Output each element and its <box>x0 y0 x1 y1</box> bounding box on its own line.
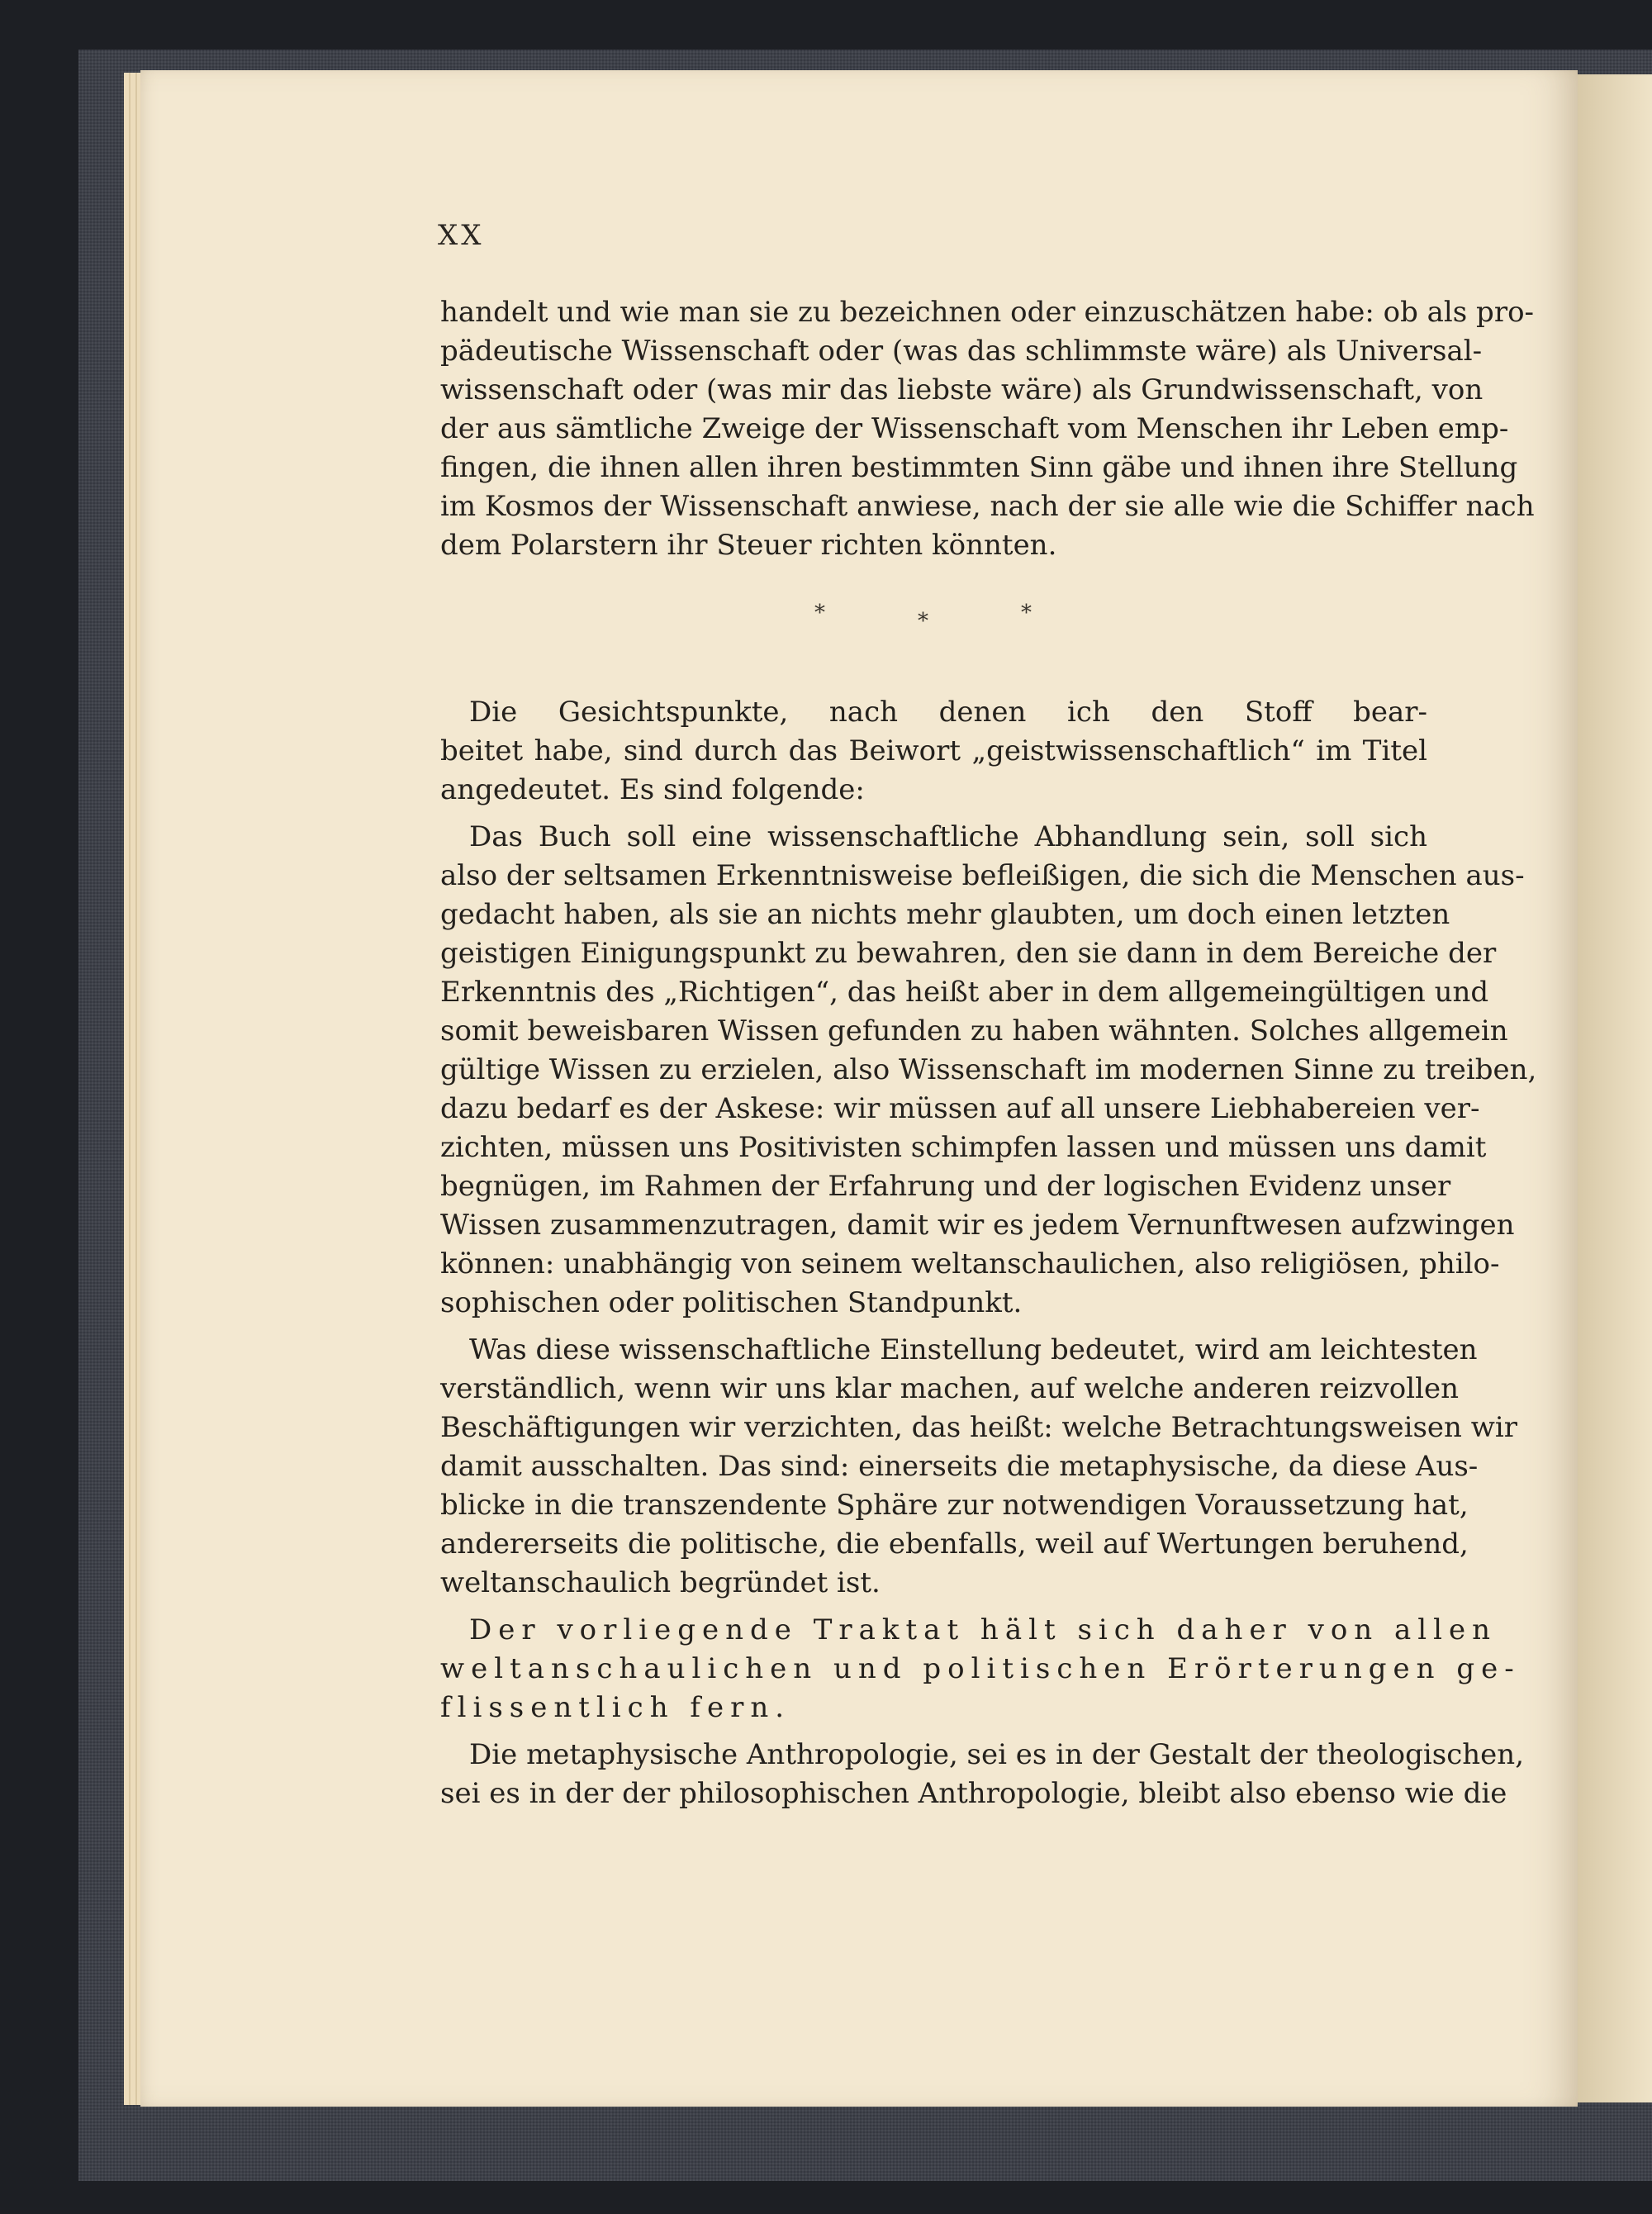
text-line: zichten, müssen uns Positivisten schimpfen lassen und müssen uns damit <box>440 1131 1487 1164</box>
body-text <box>440 293 1537 1822</box>
text-line: Wissen zusammenzutragen, damit wir es jedem Vernunftwesen aufzwingen <box>440 1209 1515 1242</box>
text-line: sophischen oder politischen Standpunkt. <box>440 1286 1023 1319</box>
section-separator <box>440 573 1427 693</box>
text-line: flissentlich fern. <box>440 1691 791 1724</box>
text-line: Die metaphysische Anthropologie, sei es in der Gestalt der theologischen, <box>469 1738 1525 1771</box>
text-line: also der seltsamen Erkenntnisweise befleißigen, die sich die Menschen aus- <box>440 859 1525 892</box>
paragraph-4 <box>440 1331 1517 1603</box>
text-line: Was diese wissenschaftliche Einstellung bedeutet, wird am leichtesten <box>469 1333 1478 1366</box>
asterisk: * <box>1021 601 1032 625</box>
text-line: damit ausschalten. Das sind: einerseits die metaphysische, da diese Aus- <box>440 1450 1479 1483</box>
text-line: pädeutische Wissenschaft oder (was das schlimmste wäre) als Universal- <box>440 335 1483 368</box>
asterisk: * <box>918 609 928 634</box>
text-line: sei es in der der philosophischen Anthropologie, bleibt also ebenso wie die <box>440 1777 1507 1810</box>
paragraph-3 <box>440 818 1537 1323</box>
text-line: weltanschaulichen und politischen Erörterungen ge- <box>440 1652 1521 1685</box>
text-line: Beschäftigungen wir verzichten, das heißt: welche Betrachtungsweisen wir <box>440 1411 1517 1444</box>
text-line: können: unabhängig von seinem weltanschaulichen, also religiösen, philo- <box>440 1247 1500 1280</box>
text-line: geistigen Einigungspunkt zu bewahren, den sie dann in dem Bereiche der <box>440 937 1497 970</box>
paragraph-5 <box>440 1611 1521 1727</box>
text-line: Der vorliegende Traktat hält sich daher von allen <box>469 1613 1498 1646</box>
text-line: Erkenntnis des „Richtigen“, das heißt aber in dem allgemeingültigen und <box>440 976 1489 1009</box>
text-line: angedeutet. Es sind folgende: <box>440 773 865 806</box>
text-line: Die Gesichtspunkte, nach denen ich den Stoff bear- <box>469 696 1427 729</box>
facing-page-edge <box>1578 74 1652 2102</box>
paragraph-6 <box>440 1736 1525 1813</box>
text-line: weltanschaulich begründet ist. <box>440 1566 881 1599</box>
text-line: handelt und wie man sie zu bezeichnen oder einzuschätzen habe: ob als pro- <box>440 296 1535 329</box>
text-line: dazu bedarf es der Askese: wir müssen auf all unsere Liebhabereien ver- <box>440 1092 1480 1125</box>
text-line: der aus sämtliche Zweige der Wissenschaft vom Menschen ihr Leben emp- <box>440 412 1509 445</box>
text-line: dem Polarstern ihr Steuer richten könnten. <box>440 529 1057 562</box>
text-line: begnügen, im Rahmen der Erfahrung und der logischen Evidenz unser <box>440 1170 1451 1203</box>
paragraph-2 <box>440 693 1427 810</box>
text-line: fingen, die ihnen allen ihren bestimmten Sinn gäbe und ihnen ihre Stellung <box>440 451 1518 484</box>
text-line: verständlich, wenn wir uns klar machen, auf welche anderen reizvollen <box>440 1372 1459 1405</box>
text-line: blicke in die transzendente Sphäre zur notwendigen Voraussetzung hat, <box>440 1489 1469 1522</box>
text-line: im Kosmos der Wissenschaft anwiese, nach der sie alle wie die Schiffer nach <box>440 490 1535 523</box>
text-line: wissenschaft oder (was mir das liebste wäre) als Grundwissenschaft, von <box>440 373 1483 406</box>
text-line: somit beweisbaren Wissen gefunden zu haben wähnten. Solches allgemein <box>440 1014 1508 1048</box>
text-line: andererseits die politische, die ebenfalls, weil auf Wertungen beruhend, <box>440 1527 1469 1561</box>
text-line: gültige Wissen zu erzielen, also Wissenschaft im modernen Sinne zu treiben, <box>440 1053 1537 1086</box>
asterisk: * <box>814 601 825 625</box>
paragraph-1 <box>440 293 1535 565</box>
text-line: beitet habe, sind durch das Beiwort „geistwissenschaftlich“ im Titel <box>440 734 1427 767</box>
page-number: XX <box>438 219 485 252</box>
text-line: gedacht haben, als sie an nichts mehr glaubten, um doch einen letzten <box>440 898 1450 931</box>
text-line: Das Buch soll eine wissenschaftliche Abhandlung sein, soll sich <box>469 820 1427 853</box>
